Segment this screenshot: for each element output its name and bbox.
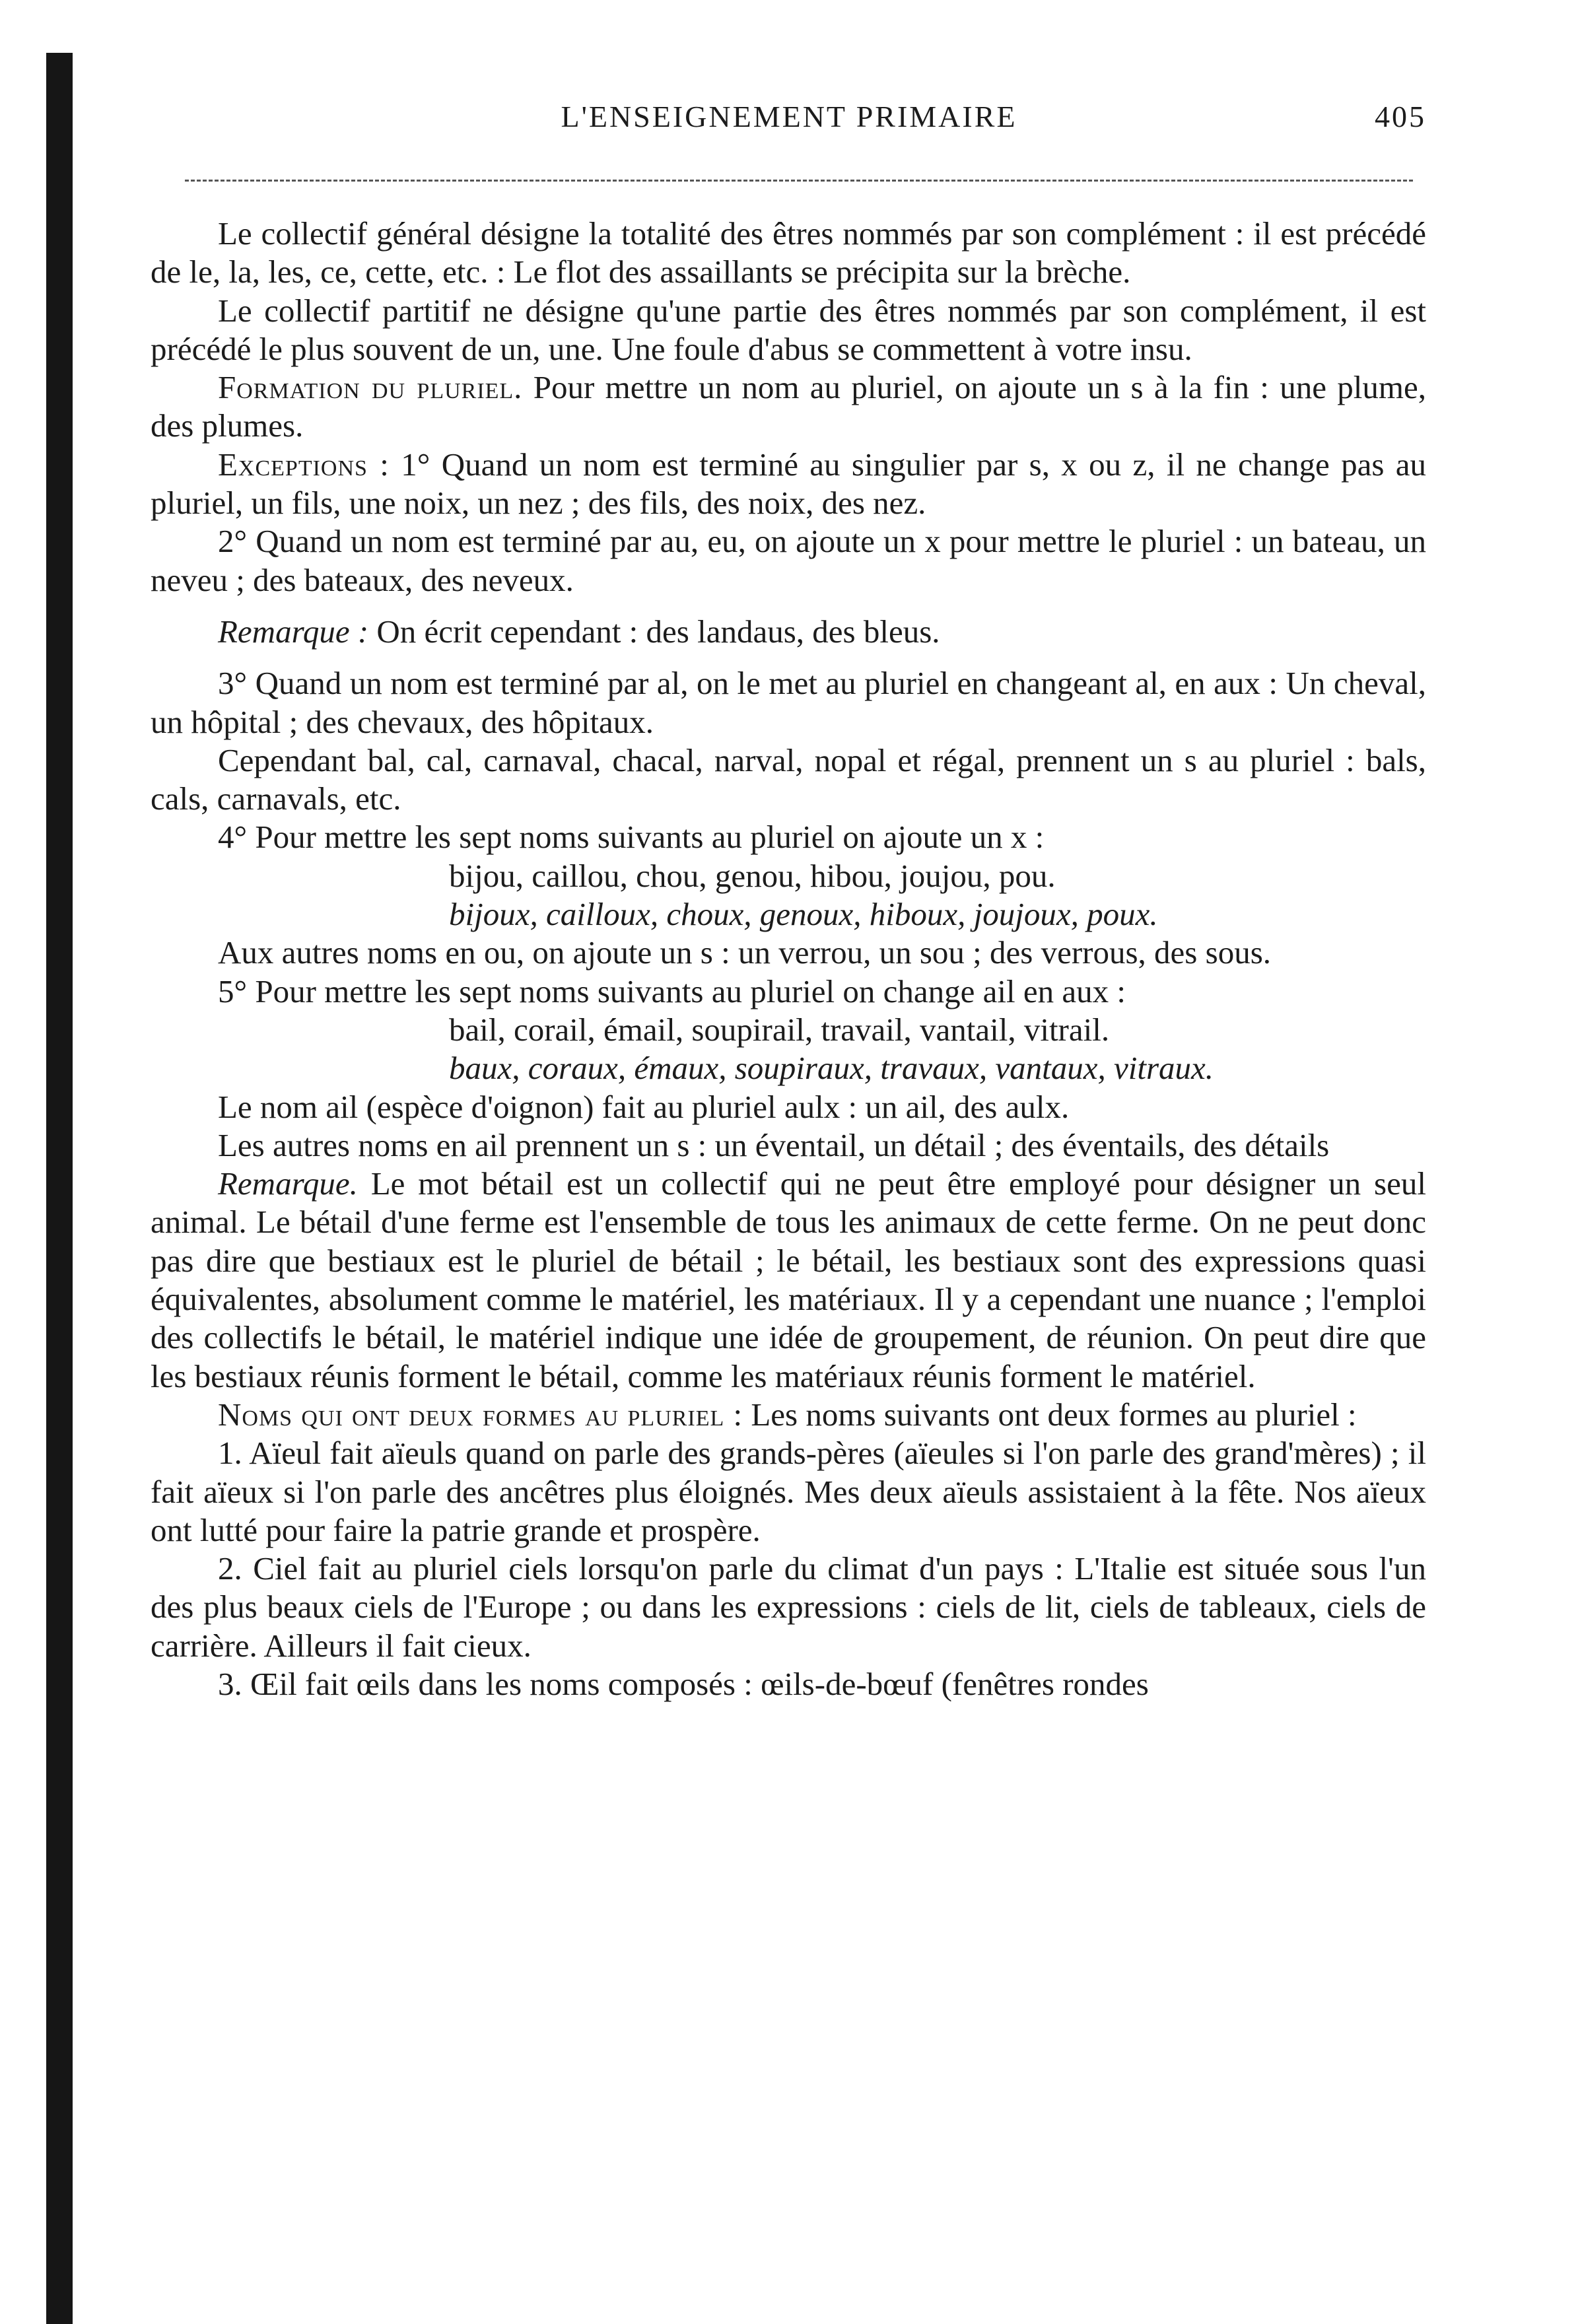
rule-5-intro: 5° Pour mettre les sept noms suivants au pluriel on change ail en aux : <box>218 973 1126 1009</box>
exception-rule-1: 1° Quand un nom est terminé au singulier par s, x ou z, il ne change pas au pluriel, un fils, une noix, un nez ; des fils, des noix, des nez. <box>151 446 1427 522</box>
remarque-text: On écrit cependant : des landaus, des bleus. <box>376 613 940 650</box>
deux-formes-heading: Noms qui ont deux formes au pluriel : <box>218 1396 743 1433</box>
deux-formes-text: Les noms suivants ont deux formes au pluriel : <box>751 1396 1357 1433</box>
formation-text: Pour mettre un nom au pluriel, on ajoute un s à la fin : une plume, des plumes. <box>151 369 1427 444</box>
rule-4-plural: bijoux, cailloux, choux, genoux, hiboux, joujoux, poux. <box>449 896 1158 933</box>
formation-heading: Formation du pluriel. <box>218 369 523 406</box>
rule-4-singular: bijou, caillou, chou, genou, hibou, joujou, pou. <box>449 857 1056 894</box>
page-body <box>151 215 1426 1703</box>
page-number: 405 <box>1375 100 1426 133</box>
list-item: 3. Œil fait œils dans les noms composés : œils-de-bœuf (fenêtres rondes <box>218 1665 1149 1702</box>
rule-4-intro: 4° Pour mettre les sept noms suivants au pluriel on ajoute un x : <box>218 819 1045 856</box>
binding-edge <box>46 53 73 2324</box>
rule-3-note: Cependant bal, cal, carnaval, chacal, narval, nopal et régal, prennent un s au pluriel : bals, cals, carnavals, etc. <box>151 741 1426 817</box>
remarque-label: Remarque : <box>218 613 369 650</box>
remarque-2-label: Remarque. <box>218 1165 358 1202</box>
ou-note: Aux autres noms en ou, on ajoute un s : un verrou, un sou ; des verrous, des sous. <box>218 934 1272 971</box>
ail-note-2: Les autres noms en ail prennent un s : un éventail, un détail ; des éventails, des détails <box>218 1126 1330 1163</box>
rule-5-plural: baux, coraux, émaux, soupiraux, travaux, vantaux, vitraux. <box>449 1050 1214 1087</box>
paragraph: Le collectif général désigne la totalité des êtres nommés par son complément : il est précédé de le, la, les, ce, cette, etc. : Le flot des assaillants se précipita sur la brèche. <box>151 215 1426 290</box>
header-rule <box>185 180 1413 182</box>
list-item: 1. Aïeul fait aïeuls quand on parle des grands-pères (aïeules si l'on parle des grand'mères) ; il fait aïeux si l'on parle des ancêtres plus éloignés. Mes deux aïeuls assistaient à la fête. Nos aïeux ont lutté pour faire la patrie grande et prospère. <box>151 1435 1426 1548</box>
formation-paragraph <box>151 368 1426 446</box>
paragraph: Le collectif partitif ne désigne qu'une partie des êtres nommés par son complément, il est précédé le plus souvent de un, une. Une foule d'abus se commettent à votre insu. <box>151 292 1426 367</box>
remarque-2-paragraph <box>151 1165 1426 1396</box>
rule-3: 3° Quand un nom est terminé par al, on le met au pluriel en changeant al, en aux : Un cheval, un hôpital ; des chevaux, des hôpitaux. <box>151 665 1426 740</box>
ail-note: Le nom ail (espèce d'oignon) fait au pluriel aulx : un ail, des aulx. <box>218 1088 1070 1125</box>
exception-rule-2: 2° Quand un nom est terminé par au, eu, on ajoute un x pour mettre le pluriel : un bateau, un neveu ; des bateaux, des neveux. <box>151 523 1426 598</box>
deux-formes-paragraph <box>151 1396 1426 1434</box>
exceptions-paragraph <box>151 446 1426 523</box>
remarque-2-text: Le mot bétail est un collectif qui ne peut être employé pour désigner un seul animal. Le bétail d'une ferme est l'ensemble de tous les animaux de cette ferme. On ne peut donc pas dire que bestiaux est le pluriel de bétail ; le bétail, les bestiaux sont des expressions quasi équivalentes, absolument comme le matériel, les matériaux. Il y a cependant une nuance ; l'emploi des collectifs le bétail, le matériel indique une idée de groupement, de réunion. On peut dire que les bestiaux réunis forment le bétail, comme les matériaux réunis forment le matériel. <box>151 1165 1426 1394</box>
exceptions-heading: Exceptions : <box>218 446 390 483</box>
remarque-paragraph <box>151 613 1426 651</box>
list-item: 2. Ciel fait au pluriel ciels lorsqu'on parle du climat d'un pays : L'Italie est située sous l'un des plus beaux ciels de l'Europe ; ou dans les expressions : ciels de lit, ciels de tableaux, ciels de carrière. Ailleurs il fait cieux. <box>151 1550 1426 1664</box>
rule-5-singular: bail, corail, émail, soupirail, travail, vantail, vitrail. <box>449 1011 1110 1048</box>
running-header <box>152 99 1426 145</box>
running-title: L'ENSEIGNEMENT PRIMAIRE <box>561 100 1017 133</box>
